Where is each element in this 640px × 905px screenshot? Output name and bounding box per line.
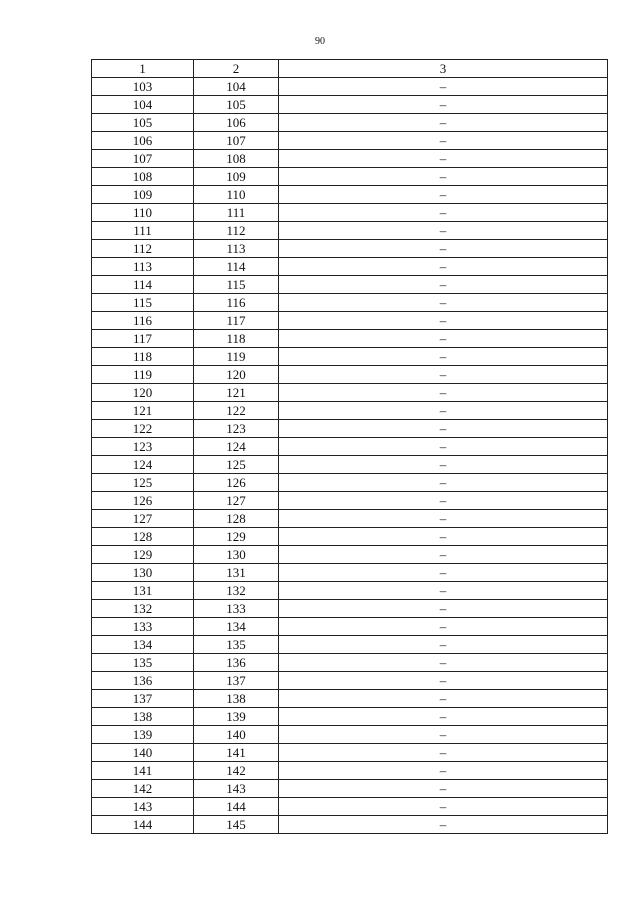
table-row — [92, 690, 608, 708]
table-cell-col1: 136 — [92, 672, 194, 690]
table-cell-col1: 129 — [92, 546, 194, 564]
table-cell-col1: 134 — [92, 636, 194, 654]
column-header-1: 1 — [92, 60, 194, 78]
table-row — [92, 582, 608, 600]
table-row — [92, 564, 608, 582]
table-row — [92, 96, 608, 114]
table-cell-col2: 108 — [194, 150, 279, 168]
table-cell-col2: 137 — [194, 672, 279, 690]
table-cell-col1: 116 — [92, 312, 194, 330]
table-row — [92, 276, 608, 294]
table-cell-col1: 138 — [92, 708, 194, 726]
table-cell-col2: 110 — [194, 186, 279, 204]
table-cell-col2: 117 — [194, 312, 279, 330]
table-row — [92, 456, 608, 474]
table-cell-col3: – — [279, 258, 608, 276]
table-cell-col2: 119 — [194, 348, 279, 366]
table-cell-col3: – — [279, 510, 608, 528]
table-cell-col2: 116 — [194, 294, 279, 312]
table-cell-col1: 123 — [92, 438, 194, 456]
table-cell-col2: 140 — [194, 726, 279, 744]
table-cell-col2: 115 — [194, 276, 279, 294]
table-row — [92, 474, 608, 492]
table-row — [92, 798, 608, 816]
table-cell-col1: 112 — [92, 240, 194, 258]
table-cell-col1: 119 — [92, 366, 194, 384]
page-number: 90 — [315, 36, 325, 47]
table-row — [92, 816, 608, 834]
table-cell-col2: 129 — [194, 528, 279, 546]
table-cell-col2: 121 — [194, 384, 279, 402]
table-cell-col1: 105 — [92, 114, 194, 132]
table-cell-col3: – — [279, 420, 608, 438]
table-cell-col3: – — [279, 330, 608, 348]
table-cell-col2: 125 — [194, 456, 279, 474]
table-cell-col2: 118 — [194, 330, 279, 348]
table-cell-col2: 107 — [194, 132, 279, 150]
table-row — [92, 528, 608, 546]
table-cell-col2: 104 — [194, 78, 279, 96]
table-cell-col3: – — [279, 132, 608, 150]
table-row — [92, 618, 608, 636]
table-cell-col3: – — [279, 168, 608, 186]
table-cell-col2: 138 — [194, 690, 279, 708]
table-cell-col1: 107 — [92, 150, 194, 168]
table-cell-col3: – — [279, 600, 608, 618]
table-cell-col1: 121 — [92, 402, 194, 420]
table-cell-col2: 124 — [194, 438, 279, 456]
table-cell-col3: – — [279, 150, 608, 168]
table-cell-col2: 141 — [194, 744, 279, 762]
table-row — [92, 744, 608, 762]
table-cell-col3: – — [279, 222, 608, 240]
table-cell-col3: – — [279, 726, 608, 744]
table-cell-col2: 134 — [194, 618, 279, 636]
table-row — [92, 258, 608, 276]
table-cell-col2: 131 — [194, 564, 279, 582]
table-row — [92, 186, 608, 204]
table-cell-col1: 122 — [92, 420, 194, 438]
table-row — [92, 546, 608, 564]
table-cell-col2: 123 — [194, 420, 279, 438]
table-row — [92, 636, 608, 654]
data-table — [91, 59, 608, 834]
table-row — [92, 348, 608, 366]
table-row — [92, 330, 608, 348]
table-cell-col3: – — [279, 618, 608, 636]
table-row — [92, 402, 608, 420]
table-cell-col2: 120 — [194, 366, 279, 384]
table-row — [92, 708, 608, 726]
table-cell-col1: 118 — [92, 348, 194, 366]
table-cell-col3: – — [279, 312, 608, 330]
table-cell-col2: 113 — [194, 240, 279, 258]
table-cell-col3: – — [279, 654, 608, 672]
table-cell-col1: 137 — [92, 690, 194, 708]
table-cell-col3: – — [279, 384, 608, 402]
table-cell-col1: 128 — [92, 528, 194, 546]
table-cell-col3: – — [279, 762, 608, 780]
table-cell-col1: 140 — [92, 744, 194, 762]
table-cell-col2: 122 — [194, 402, 279, 420]
table-cell-col3: – — [279, 348, 608, 366]
table-row — [92, 600, 608, 618]
table-cell-col1: 108 — [92, 168, 194, 186]
table-row — [92, 114, 608, 132]
table-row — [92, 672, 608, 690]
table-cell-col3: – — [279, 690, 608, 708]
table-row — [92, 132, 608, 150]
table-cell-col1: 113 — [92, 258, 194, 276]
table-cell-col3: – — [279, 546, 608, 564]
table-cell-col3: – — [279, 474, 608, 492]
table-row — [92, 222, 608, 240]
table-cell-col2: 105 — [194, 96, 279, 114]
table-row — [92, 762, 608, 780]
table-cell-col1: 131 — [92, 582, 194, 600]
table-cell-col2: 145 — [194, 816, 279, 834]
table-cell-col3: – — [279, 582, 608, 600]
table-cell-col3: – — [279, 744, 608, 762]
table-cell-col3: – — [279, 492, 608, 510]
table-cell-col1: 115 — [92, 294, 194, 312]
table-cell-col1: 125 — [92, 474, 194, 492]
table-header — [92, 60, 608, 78]
table-cell-col3: – — [279, 240, 608, 258]
table-cell-col1: 124 — [92, 456, 194, 474]
table-cell-col3: – — [279, 798, 608, 816]
table-cell-col2: 136 — [194, 654, 279, 672]
table-cell-col2: 106 — [194, 114, 279, 132]
table-row — [92, 438, 608, 456]
table-cell-col1: 142 — [92, 780, 194, 798]
table-row — [92, 240, 608, 258]
table-cell-col1: 104 — [92, 96, 194, 114]
table-cell-col1: 110 — [92, 204, 194, 222]
table-row — [92, 492, 608, 510]
table-cell-col3: – — [279, 402, 608, 420]
table-cell-col2: 144 — [194, 798, 279, 816]
table-row — [92, 420, 608, 438]
table-cell-col3: – — [279, 780, 608, 798]
table-cell-col2: 109 — [194, 168, 279, 186]
table-cell-col1: 126 — [92, 492, 194, 510]
table-cell-col3: – — [279, 564, 608, 582]
table-cell-col1: 135 — [92, 654, 194, 672]
table-row — [92, 294, 608, 312]
table-cell-col3: – — [279, 186, 608, 204]
table-row — [92, 150, 608, 168]
table-cell-col1: 106 — [92, 132, 194, 150]
table-cell-col3: – — [279, 636, 608, 654]
table-row — [92, 312, 608, 330]
table-cell-col3: – — [279, 366, 608, 384]
table-cell-col2: 132 — [194, 582, 279, 600]
table-cell-col1: 144 — [92, 816, 194, 834]
table-cell-col1: 120 — [92, 384, 194, 402]
header-row — [92, 60, 608, 78]
table-cell-col3: – — [279, 276, 608, 294]
table-cell-col3: – — [279, 114, 608, 132]
table-cell-col2: 130 — [194, 546, 279, 564]
table-cell-col2: 133 — [194, 600, 279, 618]
table-cell-col2: 128 — [194, 510, 279, 528]
table-cell-col1: 111 — [92, 222, 194, 240]
table-cell-col1: 130 — [92, 564, 194, 582]
table-row — [92, 384, 608, 402]
table-cell-col1: 103 — [92, 78, 194, 96]
table-cell-col3: – — [279, 294, 608, 312]
table-cell-col1: 114 — [92, 276, 194, 294]
column-header-2: 2 — [194, 60, 279, 78]
table-cell-col2: 135 — [194, 636, 279, 654]
table-row — [92, 78, 608, 96]
table-cell-col1: 132 — [92, 600, 194, 618]
table-cell-col3: – — [279, 204, 608, 222]
table-cell-col2: 127 — [194, 492, 279, 510]
column-header-3: 3 — [279, 60, 608, 78]
table-cell-col2: 142 — [194, 762, 279, 780]
table-cell-col3: – — [279, 816, 608, 834]
table-cell-col3: – — [279, 528, 608, 546]
table-cell-col1: 139 — [92, 726, 194, 744]
table-cell-col2: 112 — [194, 222, 279, 240]
table-cell-col1: 117 — [92, 330, 194, 348]
table-cell-col2: 111 — [194, 204, 279, 222]
table-row — [92, 204, 608, 222]
table-row — [92, 780, 608, 798]
table-cell-col3: – — [279, 456, 608, 474]
table-cell-col1: 109 — [92, 186, 194, 204]
table-cell-col1: 141 — [92, 762, 194, 780]
table-body — [92, 78, 608, 834]
table-cell-col3: – — [279, 708, 608, 726]
table-row — [92, 366, 608, 384]
table-cell-col3: – — [279, 438, 608, 456]
table-cell-col2: 126 — [194, 474, 279, 492]
table-cell-col2: 143 — [194, 780, 279, 798]
table-cell-col1: 127 — [92, 510, 194, 528]
table-row — [92, 726, 608, 744]
table-cell-col2: 139 — [194, 708, 279, 726]
table-row — [92, 510, 608, 528]
table-cell-col3: – — [279, 96, 608, 114]
table-cell-col3: – — [279, 672, 608, 690]
table-cell-col1: 133 — [92, 618, 194, 636]
table-cell-col3: – — [279, 78, 608, 96]
table-cell-col1: 143 — [92, 798, 194, 816]
table-row — [92, 654, 608, 672]
table-cell-col2: 114 — [194, 258, 279, 276]
table-row — [92, 168, 608, 186]
